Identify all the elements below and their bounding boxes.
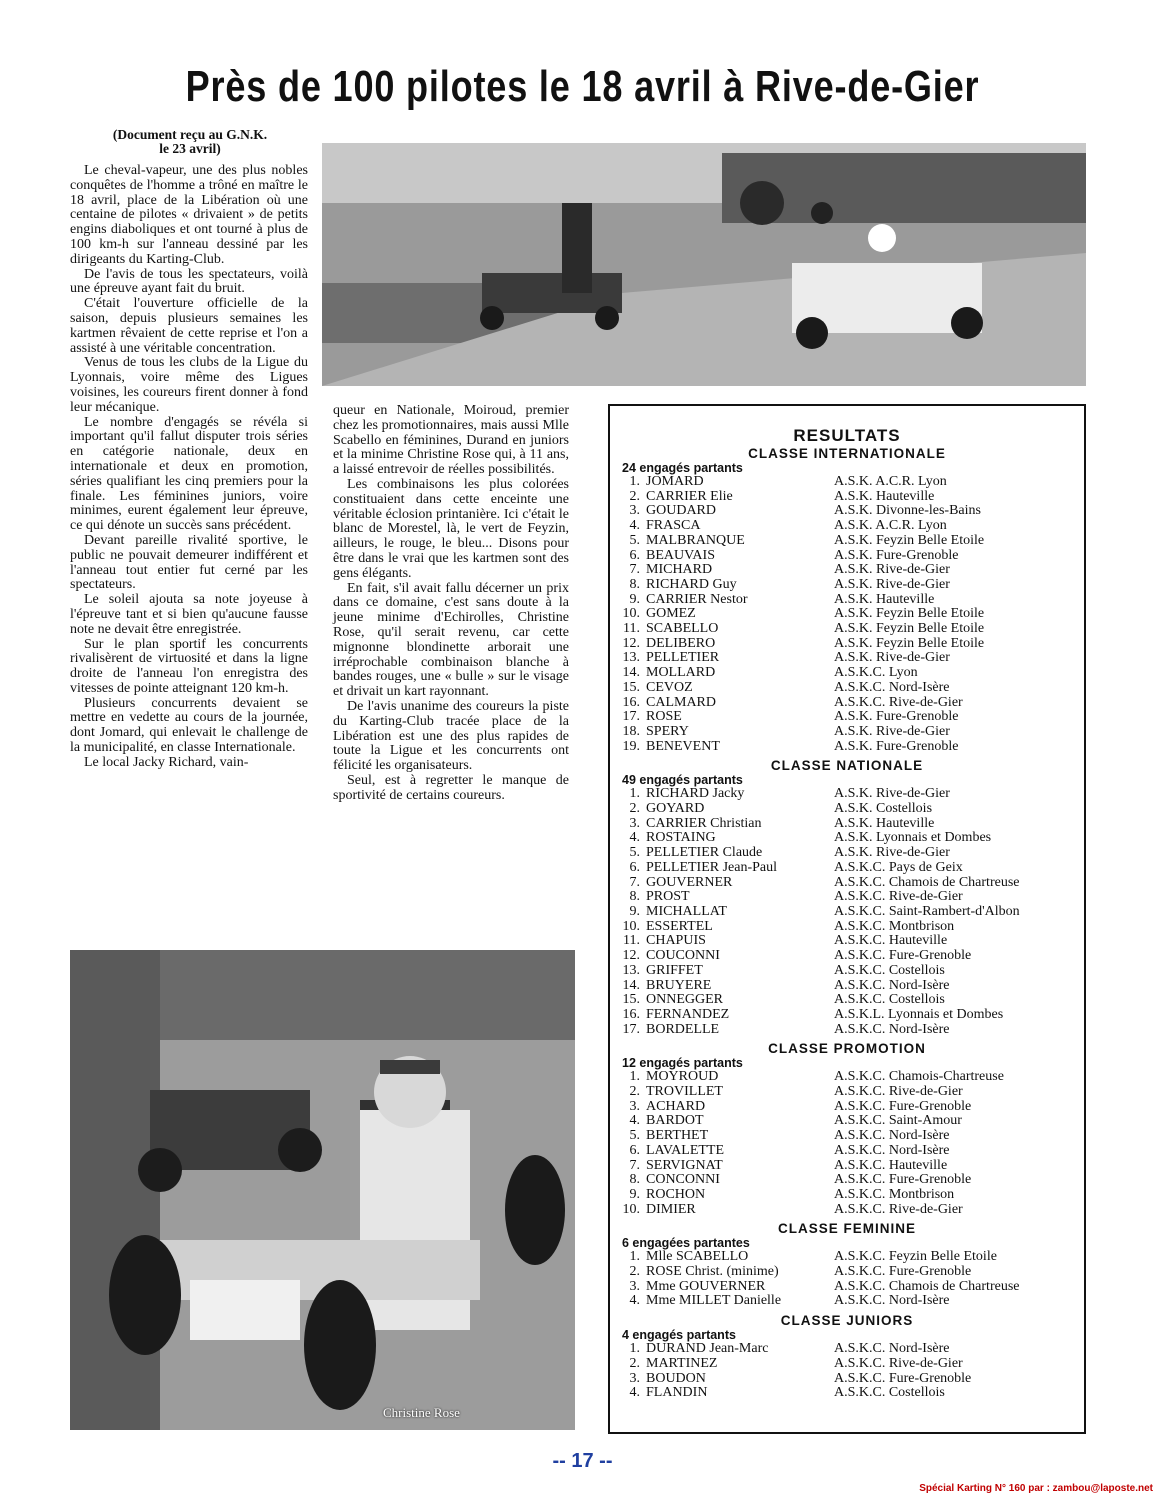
results-box bbox=[608, 404, 1086, 1434]
driver-name: FRASCA bbox=[646, 518, 701, 534]
results-row bbox=[610, 876, 1084, 891]
results-row bbox=[610, 475, 1084, 490]
rank: 7. bbox=[629, 1157, 640, 1173]
club-name: A.S.K. Lyonnais et Dombes bbox=[834, 830, 992, 846]
club-name: A.S.K.C. Pays de Geix bbox=[834, 859, 963, 875]
club-name: A.S.K.C. Chamois de Chartreuse bbox=[834, 874, 1020, 890]
results-row bbox=[610, 993, 1084, 1008]
article-paragraph: Sur le plan sportif les concurrents rivalisèrent de virtuosité et dans la ligne droite de l'anneau l'on enregistra des vitesses de pointe atteignant 120 km-h. bbox=[70, 636, 308, 696]
article-paragraph: C'était l'ouverture officielle de la saison, depuis plusieurs semaines les kartmen rêvaient de cette reprise et l'on a assisté à une véritable concentration. bbox=[70, 296, 308, 356]
photo-caption: Christine Rose bbox=[383, 1405, 460, 1420]
driver-name: BEAUVAIS bbox=[646, 547, 715, 563]
rank: 3. bbox=[629, 815, 640, 831]
rank: 9. bbox=[629, 903, 640, 919]
karting-race-photo bbox=[322, 143, 1086, 386]
rank: 5. bbox=[629, 845, 640, 861]
club-name: A.S.K.C. Rive-de-Gier bbox=[834, 1355, 963, 1371]
club-name: A.S.K. Hauteville bbox=[834, 488, 935, 504]
results-row bbox=[610, 1265, 1084, 1280]
driver-name: MOLLARD bbox=[646, 665, 716, 681]
results-row bbox=[610, 578, 1084, 593]
driver-name: PROST bbox=[646, 889, 690, 905]
results-row bbox=[610, 802, 1084, 817]
rank: 9. bbox=[629, 591, 640, 607]
driver-name: CARRIER Elie bbox=[646, 488, 733, 504]
club-name: A.S.K.C. Nord-Isère bbox=[834, 1021, 950, 1037]
results-row bbox=[610, 549, 1084, 564]
rank: 3. bbox=[629, 1278, 640, 1294]
driver-name: GOUVERNER bbox=[646, 874, 733, 890]
results-row bbox=[610, 534, 1084, 549]
rank: 6. bbox=[629, 859, 640, 875]
results-row bbox=[610, 1173, 1084, 1188]
club-name: A.S.K. Fure-Grenoble bbox=[834, 709, 959, 725]
rank: 11. bbox=[623, 933, 640, 949]
driver-name: ROSTAING bbox=[646, 830, 716, 846]
club-name: A.S.K. Feyzin Belle Etoile bbox=[834, 621, 985, 637]
rank: 7. bbox=[629, 874, 640, 890]
note-line-2: le 23 avril) bbox=[159, 141, 221, 156]
rank: 7. bbox=[629, 562, 640, 578]
club-name: A.S.K.C. Fure-Grenoble bbox=[834, 1264, 972, 1280]
club-name: A.S.K.L. Lyonnais et Dombes bbox=[834, 1006, 1004, 1022]
article-paragraph: Les combinaisons les plus colorées constituaient dans cette enceinte une véritable éclosion printanière. Ici c'était le blanc de Morestel, là, le vert de Feyzin, ailleurs, le rouge, le bleu... Disons pour être dans le vrai que les kartmen sont des gens élégants. bbox=[333, 476, 569, 581]
results-row bbox=[610, 725, 1084, 740]
results-entrants: 12 engagés partants bbox=[622, 1056, 743, 1071]
rank: 2. bbox=[629, 1084, 640, 1100]
driver-name: ONNEGGER bbox=[646, 992, 723, 1008]
results-class-heading: CLASSE INTERNATIONALE bbox=[748, 446, 946, 461]
club-name: A.S.K.C. Rive-de-Gier bbox=[834, 694, 963, 710]
results-row bbox=[610, 1280, 1084, 1295]
driver-name: Mme MILLET Danielle bbox=[646, 1293, 782, 1309]
results-row bbox=[610, 890, 1084, 905]
driver-name: Mlle SCABELLO bbox=[646, 1249, 749, 1265]
results-row bbox=[610, 787, 1084, 802]
club-name: A.S.K.C. Costellois bbox=[834, 1385, 945, 1401]
results-row bbox=[610, 920, 1084, 935]
driver-name: PELLETIER Jean-Paul bbox=[646, 859, 778, 875]
driver-name: SCABELLO bbox=[646, 621, 719, 637]
driver-name: MOYROUD bbox=[646, 1069, 719, 1085]
club-name: A.S.K.C. Saint-Rambert-d'Albon bbox=[834, 903, 1020, 919]
club-name: A.S.K. Rive-de-Gier bbox=[834, 723, 950, 739]
driver-name: PELLETIER bbox=[646, 650, 720, 666]
results-class-heading: CLASSE NATIONALE bbox=[770, 758, 924, 774]
club-name: A.S.K. Rive-de-Gier bbox=[834, 786, 950, 802]
club-name: A.S.K.C. Nord-Isère bbox=[834, 1293, 950, 1309]
driver-name: DIMIER bbox=[646, 1201, 696, 1217]
results-entrants: 6 engagées partantes bbox=[622, 1236, 750, 1251]
article-paragraph: De l'avis de tous les spectateurs, voilà une épreuve ayant fait du bruit. bbox=[70, 266, 308, 297]
driver-name: GOMEZ bbox=[646, 606, 696, 622]
document-note bbox=[70, 128, 310, 156]
driver-name: MICHARD bbox=[646, 562, 713, 578]
results-row bbox=[610, 607, 1084, 622]
driver-name: BORDELLE bbox=[646, 1021, 720, 1037]
driver-name: CHAPUIS bbox=[646, 933, 706, 949]
rank: 2. bbox=[629, 801, 640, 817]
rank: 17. bbox=[622, 709, 640, 725]
driver-name: SPERY bbox=[646, 723, 689, 739]
page-number: -- 17 -- bbox=[552, 1450, 613, 1472]
rank: 12. bbox=[622, 948, 640, 964]
driver-name: ROCHON bbox=[646, 1186, 706, 1202]
article-paragraph: Le nombre d'engagés se révéla si important qu'il fallut disputer trois séries en catégorie nationale, deux en internationale et deux en promotion, séries qualifiant les cinq premiers pour la finale. Les féminines juniors, voire minimes, eurent également leur épreuve, ce qui dénote un succès sans précédent. bbox=[70, 414, 308, 534]
club-name: A.S.K.C. Fure-Grenoble bbox=[834, 948, 972, 964]
rank: 8. bbox=[629, 576, 640, 592]
driver-name: GRIFFET bbox=[646, 962, 703, 978]
club-name: A.S.K.C. Feyzin Belle Etoile bbox=[834, 1249, 997, 1265]
club-name: A.S.K.C. Nord-Isère bbox=[834, 679, 950, 695]
results-row bbox=[610, 622, 1084, 637]
rank: 9. bbox=[629, 1186, 640, 1202]
article-column-1 bbox=[70, 164, 308, 771]
results-entrants: 49 engagés partants bbox=[622, 773, 743, 788]
club-name: A.S.K.C. Fure-Grenoble bbox=[834, 1098, 972, 1114]
results-class-heading: CLASSE FEMININE bbox=[777, 1221, 916, 1237]
driver-name: DURAND Jean-Marc bbox=[646, 1341, 769, 1357]
driver-name: COUCONNI bbox=[646, 948, 720, 964]
results-row bbox=[610, 934, 1084, 949]
results-row bbox=[610, 964, 1084, 979]
club-name: A.S.K. Feyzin Belle Etoile bbox=[834, 635, 985, 651]
rank: 3. bbox=[629, 1098, 640, 1114]
rank: 2. bbox=[629, 488, 640, 504]
driver-name: CARRIER Christian bbox=[646, 815, 762, 831]
club-name: A.S.K.C. Rive-de-Gier bbox=[834, 889, 963, 905]
club-name: A.S.K. A.C.R. Lyon bbox=[834, 474, 947, 489]
rank: 8. bbox=[629, 1172, 640, 1188]
club-name: A.S.K. Rive-de-Gier bbox=[834, 650, 950, 666]
results-row bbox=[610, 1008, 1084, 1023]
driver-name: RICHARD Jacky bbox=[646, 786, 745, 802]
rank: 13. bbox=[622, 962, 640, 978]
rank: 10. bbox=[622, 1201, 640, 1217]
results-row bbox=[610, 563, 1084, 578]
rank: 1. bbox=[629, 1341, 640, 1357]
rank: 10. bbox=[622, 918, 640, 934]
results-row bbox=[610, 1188, 1084, 1203]
driver-name: FERNANDEZ bbox=[646, 1006, 730, 1022]
club-name: A.S.K. Feyzin Belle Etoile bbox=[834, 606, 985, 622]
results-row bbox=[610, 1250, 1084, 1265]
article-title: Près de 100 pilotes le 18 avril à Rive-de-Gier bbox=[185, 62, 980, 111]
results-sections bbox=[610, 446, 1084, 1401]
driver-name: TROVILLET bbox=[646, 1084, 723, 1100]
rank: 4. bbox=[629, 518, 640, 534]
rank: 4. bbox=[629, 830, 640, 846]
club-name: A.S.K.C. Nord-Isère bbox=[834, 1142, 950, 1158]
club-name: A.S.K. Fure-Grenoble bbox=[834, 738, 959, 754]
driver-name: GOUDARD bbox=[646, 503, 716, 519]
driver-name: CALMARD bbox=[646, 694, 717, 710]
rank: 5. bbox=[629, 532, 640, 548]
rank: 1. bbox=[629, 474, 640, 489]
results-row bbox=[610, 1114, 1084, 1129]
driver-name: CEVOZ bbox=[646, 679, 693, 695]
rank: 4. bbox=[629, 1293, 640, 1309]
driver-name: MALBRANQUE bbox=[646, 532, 745, 548]
rank: 13. bbox=[622, 650, 640, 666]
scan-credit: Spécial Karting N° 160 par : zambou@laposte.net bbox=[919, 1483, 1153, 1494]
article-column-2 bbox=[333, 404, 569, 804]
club-name: A.S.K.C. Saint-Amour bbox=[834, 1113, 962, 1129]
driver-name: BENEVENT bbox=[646, 738, 720, 754]
driver-name: CONCONNI bbox=[646, 1172, 720, 1188]
results-row bbox=[610, 1023, 1084, 1038]
results-row bbox=[610, 1357, 1084, 1372]
club-name: A.S.K.C. Montbrison bbox=[834, 1186, 955, 1202]
results-row bbox=[610, 593, 1084, 608]
driver-name: ROSE Christ. (minime) bbox=[646, 1264, 779, 1280]
rank: 1. bbox=[629, 1249, 640, 1265]
driver-name: LAVALETTE bbox=[646, 1142, 725, 1158]
christine-rose-photo bbox=[70, 950, 575, 1430]
results-row bbox=[610, 651, 1084, 666]
results-entrants: 24 engagés partants bbox=[622, 461, 743, 475]
rank: 12. bbox=[622, 635, 640, 651]
results-row bbox=[610, 490, 1084, 505]
article-paragraph: Venus de tous les clubs de la Ligue du Lyonnais, voire même des Ligues voisines, les coureurs firent donner à fond leur mécanique. bbox=[70, 355, 308, 415]
rank: 14. bbox=[622, 977, 640, 993]
driver-name: PELLETIER Claude bbox=[646, 845, 763, 861]
driver-name: SERVIGNAT bbox=[646, 1157, 723, 1173]
club-name: A.S.K.C. Nord-Isère bbox=[834, 1341, 950, 1357]
results-row bbox=[610, 681, 1084, 696]
results-row bbox=[610, 1129, 1084, 1144]
driver-name: FLANDIN bbox=[646, 1385, 708, 1401]
rank: 4. bbox=[629, 1385, 640, 1401]
results-class-heading: CLASSE PROMOTION bbox=[768, 1041, 926, 1057]
results-row bbox=[610, 666, 1084, 681]
rank: 6. bbox=[629, 1142, 640, 1158]
rank: 3. bbox=[629, 1370, 640, 1386]
article-paragraph: Le local Jacky Richard, vain- bbox=[84, 754, 249, 770]
results-row bbox=[610, 831, 1084, 846]
club-name: A.S.K.C. Fure-Grenoble bbox=[834, 1370, 972, 1386]
results-row bbox=[610, 979, 1084, 994]
article-paragraph: Le cheval-vapeur, une des plus nobles conquêtes de l'homme a trôné en maître le 18 avril, place de la Libération où une centaine de pilotes « drivaient » de petits engins diaboliques et ont tourné à plus de 100 km-h sur l'anneau dessiné par les dirigeants du Karting-Club. bbox=[70, 163, 308, 267]
article-paragraph: Devant pareille rivalité sportive, le public ne pouvait demeurer indifférent et l'anneau tout entier fut cerné par les spectateurs. bbox=[70, 532, 308, 593]
results-row bbox=[610, 1144, 1084, 1159]
club-name: A.S.K. Feyzin Belle Etoile bbox=[834, 532, 985, 548]
rank: 15. bbox=[622, 679, 640, 695]
rank: 16. bbox=[622, 1006, 640, 1022]
rank: 16. bbox=[622, 694, 640, 710]
results-row bbox=[610, 504, 1084, 519]
club-name: A.S.K. Rive-de-Gier bbox=[834, 576, 950, 592]
results-row bbox=[610, 519, 1084, 534]
driver-name: MICHALLAT bbox=[646, 903, 727, 919]
driver-name: DELIBERO bbox=[646, 635, 716, 651]
article-paragraph: Plusieurs concurrents devaient se mettre en vedette au cours de la journée, dont Jomard, qui enlevait le challenge de la municipalité, en classe Internationale. bbox=[70, 695, 308, 756]
rank: 18. bbox=[622, 723, 640, 739]
article-paragraph: En fait, s'il avait fallu décerner un prix dans ce domaine, c'est sans doute à la jeune minime d'Echirolles, Christine Rose, qu'il serait revenu, car cette mignonne blondinette arborait une irréprochable combinaison blanche à bandes rouges, une « bulle » sur le visage et drivait un kart rayonnant. bbox=[333, 580, 569, 700]
results-row bbox=[610, 1159, 1084, 1174]
rank: 1. bbox=[629, 1069, 640, 1085]
club-name: A.S.K.C. Costellois bbox=[834, 992, 945, 1008]
club-name: A.S.K.C. Lyon bbox=[834, 665, 918, 681]
club-name: A.S.K.C. Rive-de-Gier bbox=[834, 1084, 963, 1100]
results-row bbox=[610, 1085, 1084, 1100]
results-row bbox=[610, 1386, 1084, 1401]
club-name: A.S.K. Rive-de-Gier bbox=[834, 845, 950, 861]
driver-name: ROSE bbox=[646, 709, 682, 725]
rank: 11. bbox=[623, 621, 640, 637]
club-name: A.S.K.C. Fure-Grenoble bbox=[834, 1172, 972, 1188]
rank: 2. bbox=[629, 1264, 640, 1280]
club-name: A.S.K. Rive-de-Gier bbox=[834, 562, 950, 578]
driver-name: BARDOT bbox=[646, 1113, 704, 1129]
rank: 3. bbox=[629, 503, 640, 519]
article-paragraph: queur en Nationale, Moiroud, premier chez les promotionnaires, mais aussi Mlle Scabello en féminines, Durand en juniors et la minime Christine Rose qui, à 11 ans, a laissé entrevoir de réelles possibilités. bbox=[333, 403, 569, 478]
article-paragraph: Seul, est à regretter le manque de sportivité de certains coureurs. bbox=[333, 772, 569, 803]
driver-name: RICHARD Guy bbox=[646, 576, 737, 592]
club-name: A.S.K.C. Chamois-Chartreuse bbox=[834, 1069, 1004, 1085]
driver-name: CARRIER Nestor bbox=[646, 591, 748, 607]
results-row bbox=[610, 696, 1084, 711]
rank: 2. bbox=[629, 1355, 640, 1371]
driver-name: BOUDON bbox=[646, 1370, 706, 1386]
driver-name: JOMARD bbox=[646, 474, 704, 489]
results-row bbox=[610, 905, 1084, 920]
note-line-1: (Document reçu au G.N.K. bbox=[112, 127, 268, 142]
results-row bbox=[610, 1372, 1084, 1387]
article-paragraph: De l'avis unanime des coureurs la piste du Karting-Club tracée place de la Libération est une des plus rapides de toute la Ligue et les concurrents ont félicité les organisateurs. bbox=[333, 698, 569, 774]
results-row bbox=[610, 817, 1084, 832]
club-name: A.S.K.C. Hauteville bbox=[834, 933, 948, 949]
results-row bbox=[610, 1342, 1084, 1357]
rank: 8. bbox=[629, 889, 640, 905]
driver-name: BERTHET bbox=[646, 1128, 709, 1144]
driver-name: ESSERTEL bbox=[646, 918, 713, 934]
club-name: A.S.K. Costellois bbox=[834, 801, 933, 817]
driver-name: BRUYERE bbox=[646, 977, 712, 993]
results-row bbox=[610, 949, 1084, 964]
rank: 14. bbox=[622, 665, 640, 681]
rank: 5. bbox=[629, 1128, 640, 1144]
results-row bbox=[610, 1203, 1084, 1218]
rank: 6. bbox=[629, 547, 640, 563]
club-name: A.S.K. Hauteville bbox=[834, 815, 935, 831]
results-title: RESULTATS bbox=[793, 426, 901, 445]
club-name: A.S.K.C. Hauteville bbox=[834, 1157, 948, 1173]
results-row bbox=[610, 710, 1084, 725]
driver-name: ACHARD bbox=[646, 1098, 706, 1114]
results-row bbox=[610, 1070, 1084, 1085]
results-row bbox=[610, 1294, 1084, 1309]
results-row bbox=[610, 637, 1084, 652]
results-row bbox=[610, 1100, 1084, 1115]
rank: 15. bbox=[622, 992, 640, 1008]
results-row bbox=[610, 740, 1084, 755]
club-name: A.S.K. Fure-Grenoble bbox=[834, 547, 959, 563]
driver-name: Mme GOUVERNER bbox=[646, 1278, 766, 1294]
results-entrants: 4 engagés partants bbox=[622, 1328, 736, 1343]
results-class-heading: CLASSE JUNIORS bbox=[780, 1313, 914, 1329]
club-name: A.S.K. Divonne-les-Bains bbox=[834, 503, 981, 519]
club-name: A.S.K.C. Nord-Isère bbox=[834, 1128, 950, 1144]
results-row bbox=[610, 861, 1084, 876]
rank: 17. bbox=[622, 1021, 640, 1037]
rank: 1. bbox=[629, 786, 640, 802]
club-name: A.S.K.C. Costellois bbox=[834, 962, 945, 978]
club-name: A.S.K.C. Rive-de-Gier bbox=[834, 1201, 963, 1217]
article-paragraph: Le soleil ajouta sa note joyeuse à l'épreuve tant et si bien qu'aucune fausse note ne devait être enregistrée. bbox=[70, 592, 308, 637]
rank: 10. bbox=[622, 606, 640, 622]
rank: 4. bbox=[629, 1113, 640, 1129]
club-name: A.S.K.C. Chamois de Chartreuse bbox=[834, 1278, 1020, 1294]
results-row bbox=[610, 846, 1084, 861]
club-name: A.S.K. Hauteville bbox=[834, 591, 935, 607]
driver-name: GOYARD bbox=[646, 801, 705, 817]
club-name: A.S.K.C. Nord-Isère bbox=[834, 977, 950, 993]
rank: 19. bbox=[622, 738, 640, 754]
driver-name: MARTINEZ bbox=[646, 1355, 718, 1371]
club-name: A.S.K. A.C.R. Lyon bbox=[834, 518, 947, 534]
club-name: A.S.K.C. Montbrison bbox=[834, 918, 955, 934]
